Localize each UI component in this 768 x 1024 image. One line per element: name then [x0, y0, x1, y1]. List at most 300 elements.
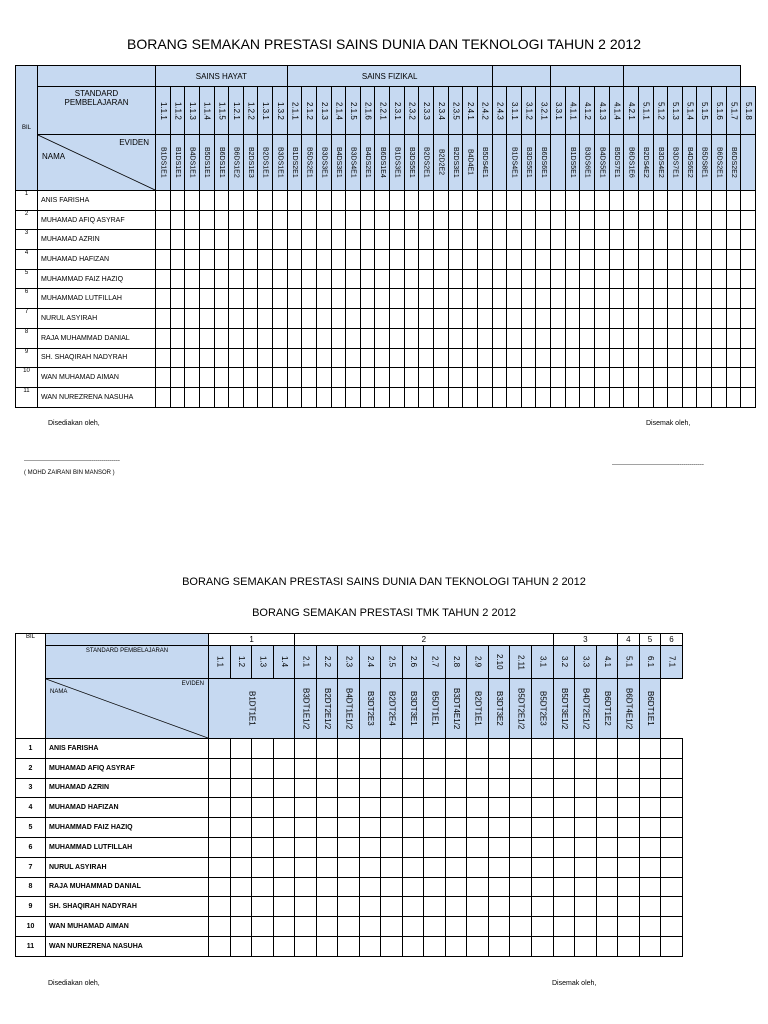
checkbox-cell[interactable] — [170, 387, 185, 407]
checkbox-cell[interactable] — [424, 897, 446, 917]
checkbox-cell[interactable] — [618, 917, 640, 937]
checkbox-cell[interactable] — [199, 348, 214, 368]
checkbox-cell[interactable] — [712, 328, 727, 348]
checkbox-cell[interactable] — [712, 348, 727, 368]
checkbox-cell[interactable] — [596, 857, 618, 877]
checkbox-cell[interactable] — [741, 191, 756, 211]
checkbox-cell[interactable] — [536, 210, 551, 230]
checkbox-cell[interactable] — [252, 837, 274, 857]
checkbox-cell[interactable] — [346, 269, 361, 289]
checkbox-cell[interactable] — [661, 837, 683, 857]
checkbox-cell[interactable] — [639, 798, 661, 818]
checkbox-cell[interactable] — [575, 837, 597, 857]
checkbox-cell[interactable] — [492, 348, 507, 368]
checkbox-cell[interactable] — [624, 210, 639, 230]
checkbox-cell[interactable] — [209, 917, 231, 937]
checkbox-cell[interactable] — [653, 387, 668, 407]
checkbox-cell[interactable] — [214, 250, 229, 270]
checkbox-cell[interactable] — [375, 309, 390, 329]
checkbox-cell[interactable] — [653, 328, 668, 348]
checkbox-cell[interactable] — [331, 328, 346, 348]
checkbox-cell[interactable] — [331, 250, 346, 270]
checkbox-cell[interactable] — [609, 269, 624, 289]
checkbox-cell[interactable] — [156, 348, 171, 368]
checkbox-cell[interactable] — [653, 289, 668, 309]
checkbox-cell[interactable] — [404, 269, 419, 289]
checkbox-cell[interactable] — [467, 818, 489, 838]
checkbox-cell[interactable] — [510, 837, 532, 857]
checkbox-cell[interactable] — [638, 230, 653, 250]
checkbox-cell[interactable] — [697, 348, 712, 368]
checkbox-cell[interactable] — [551, 191, 566, 211]
checkbox-cell[interactable] — [390, 328, 405, 348]
checkbox-cell[interactable] — [726, 348, 741, 368]
checkbox-cell[interactable] — [580, 289, 595, 309]
checkbox-cell[interactable] — [273, 739, 295, 759]
checkbox-cell[interactable] — [402, 837, 424, 857]
checkbox-cell[interactable] — [565, 191, 580, 211]
checkbox-cell[interactable] — [359, 739, 381, 759]
checkbox-cell[interactable] — [668, 210, 683, 230]
checkbox-cell[interactable] — [209, 798, 231, 818]
checkbox-cell[interactable] — [445, 798, 467, 818]
checkbox-cell[interactable] — [185, 328, 200, 348]
checkbox-cell[interactable] — [375, 210, 390, 230]
checkbox-cell[interactable] — [463, 387, 478, 407]
checkbox-cell[interactable] — [346, 210, 361, 230]
checkbox-cell[interactable] — [565, 387, 580, 407]
checkbox-cell[interactable] — [258, 368, 273, 388]
checkbox-cell[interactable] — [609, 309, 624, 329]
checkbox-cell[interactable] — [575, 798, 597, 818]
checkbox-cell[interactable] — [477, 250, 492, 270]
checkbox-cell[interactable] — [536, 289, 551, 309]
checkbox-cell[interactable] — [402, 778, 424, 798]
checkbox-cell[interactable] — [287, 309, 302, 329]
checkbox-cell[interactable] — [510, 917, 532, 937]
checkbox-cell[interactable] — [521, 269, 536, 289]
checkbox-cell[interactable] — [661, 739, 683, 759]
checkbox-cell[interactable] — [302, 289, 317, 309]
checkbox-cell[interactable] — [295, 818, 317, 838]
checkbox-cell[interactable] — [445, 778, 467, 798]
checkbox-cell[interactable] — [580, 368, 595, 388]
checkbox-cell[interactable] — [580, 328, 595, 348]
checkbox-cell[interactable] — [575, 778, 597, 798]
checkbox-cell[interactable] — [536, 328, 551, 348]
checkbox-cell[interactable] — [551, 210, 566, 230]
checkbox-cell[interactable] — [258, 230, 273, 250]
checkbox-cell[interactable] — [252, 798, 274, 818]
checkbox-cell[interactable] — [624, 230, 639, 250]
checkbox-cell[interactable] — [668, 309, 683, 329]
checkbox-cell[interactable] — [273, 837, 295, 857]
checkbox-cell[interactable] — [229, 269, 244, 289]
checkbox-cell[interactable] — [507, 368, 522, 388]
checkbox-cell[interactable] — [467, 897, 489, 917]
checkbox-cell[interactable] — [712, 269, 727, 289]
checkbox-cell[interactable] — [346, 289, 361, 309]
checkbox-cell[interactable] — [565, 309, 580, 329]
checkbox-cell[interactable] — [433, 309, 448, 329]
checkbox-cell[interactable] — [445, 837, 467, 857]
checkbox-cell[interactable] — [445, 857, 467, 877]
checkbox-cell[interactable] — [668, 368, 683, 388]
checkbox-cell[interactable] — [252, 778, 274, 798]
checkbox-cell[interactable] — [618, 936, 640, 956]
checkbox-cell[interactable] — [580, 348, 595, 368]
checkbox-cell[interactable] — [252, 739, 274, 759]
checkbox-cell[interactable] — [230, 739, 252, 759]
checkbox-cell[interactable] — [209, 837, 231, 857]
checkbox-cell[interactable] — [565, 230, 580, 250]
checkbox-cell[interactable] — [419, 348, 434, 368]
checkbox-cell[interactable] — [316, 897, 338, 917]
checkbox-cell[interactable] — [381, 778, 403, 798]
checkbox-cell[interactable] — [553, 897, 575, 917]
checkbox-cell[interactable] — [448, 368, 463, 388]
checkbox-cell[interactable] — [661, 798, 683, 818]
checkbox-cell[interactable] — [209, 818, 231, 838]
checkbox-cell[interactable] — [697, 210, 712, 230]
checkbox-cell[interactable] — [594, 269, 609, 289]
checkbox-cell[interactable] — [185, 348, 200, 368]
checkbox-cell[interactable] — [199, 387, 214, 407]
checkbox-cell[interactable] — [156, 309, 171, 329]
checkbox-cell[interactable] — [596, 936, 618, 956]
checkbox-cell[interactable] — [668, 230, 683, 250]
checkbox-cell[interactable] — [273, 936, 295, 956]
checkbox-cell[interactable] — [338, 778, 360, 798]
checkbox-cell[interactable] — [638, 309, 653, 329]
checkbox-cell[interactable] — [390, 269, 405, 289]
checkbox-cell[interactable] — [331, 289, 346, 309]
checkbox-cell[interactable] — [448, 269, 463, 289]
checkbox-cell[interactable] — [575, 818, 597, 838]
checkbox-cell[interactable] — [624, 387, 639, 407]
checkbox-cell[interactable] — [682, 269, 697, 289]
checkbox-cell[interactable] — [287, 289, 302, 309]
checkbox-cell[interactable] — [273, 758, 295, 778]
checkbox-cell[interactable] — [521, 328, 536, 348]
checkbox-cell[interactable] — [596, 739, 618, 759]
checkbox-cell[interactable] — [618, 877, 640, 897]
checkbox-cell[interactable] — [199, 328, 214, 348]
checkbox-cell[interactable] — [653, 250, 668, 270]
checkbox-cell[interactable] — [712, 368, 727, 388]
checkbox-cell[interactable] — [381, 837, 403, 857]
checkbox-cell[interactable] — [507, 309, 522, 329]
checkbox-cell[interactable] — [316, 250, 331, 270]
checkbox-cell[interactable] — [639, 936, 661, 956]
checkbox-cell[interactable] — [536, 387, 551, 407]
checkbox-cell[interactable] — [661, 877, 683, 897]
checkbox-cell[interactable] — [258, 328, 273, 348]
checkbox-cell[interactable] — [316, 857, 338, 877]
checkbox-cell[interactable] — [507, 387, 522, 407]
checkbox-cell[interactable] — [510, 877, 532, 897]
checkbox-cell[interactable] — [433, 387, 448, 407]
checkbox-cell[interactable] — [531, 818, 553, 838]
checkbox-cell[interactable] — [594, 289, 609, 309]
checkbox-cell[interactable] — [338, 818, 360, 838]
checkbox-cell[interactable] — [402, 758, 424, 778]
checkbox-cell[interactable] — [531, 798, 553, 818]
checkbox-cell[interactable] — [404, 368, 419, 388]
checkbox-cell[interactable] — [273, 269, 288, 289]
checkbox-cell[interactable] — [596, 778, 618, 798]
checkbox-cell[interactable] — [477, 387, 492, 407]
checkbox-cell[interactable] — [551, 328, 566, 348]
checkbox-cell[interactable] — [609, 387, 624, 407]
checkbox-cell[interactable] — [507, 230, 522, 250]
checkbox-cell[interactable] — [653, 191, 668, 211]
checkbox-cell[interactable] — [199, 269, 214, 289]
checkbox-cell[interactable] — [359, 917, 381, 937]
checkbox-cell[interactable] — [741, 309, 756, 329]
checkbox-cell[interactable] — [404, 289, 419, 309]
checkbox-cell[interactable] — [433, 289, 448, 309]
checkbox-cell[interactable] — [463, 348, 478, 368]
checkbox-cell[interactable] — [510, 936, 532, 956]
checkbox-cell[interactable] — [531, 758, 553, 778]
checkbox-cell[interactable] — [638, 387, 653, 407]
checkbox-cell[interactable] — [402, 936, 424, 956]
checkbox-cell[interactable] — [639, 917, 661, 937]
checkbox-cell[interactable] — [287, 250, 302, 270]
checkbox-cell[interactable] — [360, 348, 375, 368]
checkbox-cell[interactable] — [331, 269, 346, 289]
checkbox-cell[interactable] — [390, 368, 405, 388]
checkbox-cell[interactable] — [316, 936, 338, 956]
checkbox-cell[interactable] — [230, 758, 252, 778]
checkbox-cell[interactable] — [661, 897, 683, 917]
checkbox-cell[interactable] — [273, 230, 288, 250]
checkbox-cell[interactable] — [287, 348, 302, 368]
checkbox-cell[interactable] — [170, 269, 185, 289]
checkbox-cell[interactable] — [419, 328, 434, 348]
checkbox-cell[interactable] — [273, 191, 288, 211]
checkbox-cell[interactable] — [477, 191, 492, 211]
checkbox-cell[interactable] — [359, 897, 381, 917]
checkbox-cell[interactable] — [346, 230, 361, 250]
checkbox-cell[interactable] — [463, 368, 478, 388]
checkbox-cell[interactable] — [467, 936, 489, 956]
checkbox-cell[interactable] — [618, 857, 640, 877]
checkbox-cell[interactable] — [741, 250, 756, 270]
checkbox-cell[interactable] — [375, 387, 390, 407]
checkbox-cell[interactable] — [243, 289, 258, 309]
checkbox-cell[interactable] — [448, 250, 463, 270]
checkbox-cell[interactable] — [424, 798, 446, 818]
checkbox-cell[interactable] — [467, 837, 489, 857]
checkbox-cell[interactable] — [668, 250, 683, 270]
checkbox-cell[interactable] — [287, 269, 302, 289]
checkbox-cell[interactable] — [273, 778, 295, 798]
checkbox-cell[interactable] — [419, 191, 434, 211]
checkbox-cell[interactable] — [551, 230, 566, 250]
checkbox-cell[interactable] — [536, 309, 551, 329]
checkbox-cell[interactable] — [521, 309, 536, 329]
checkbox-cell[interactable] — [638, 328, 653, 348]
checkbox-cell[interactable] — [390, 387, 405, 407]
checkbox-cell[interactable] — [624, 368, 639, 388]
checkbox-cell[interactable] — [448, 348, 463, 368]
checkbox-cell[interactable] — [726, 250, 741, 270]
checkbox-cell[interactable] — [243, 328, 258, 348]
checkbox-cell[interactable] — [618, 897, 640, 917]
checkbox-cell[interactable] — [531, 897, 553, 917]
checkbox-cell[interactable] — [287, 230, 302, 250]
checkbox-cell[interactable] — [402, 857, 424, 877]
checkbox-cell[interactable] — [553, 818, 575, 838]
checkbox-cell[interactable] — [661, 758, 683, 778]
checkbox-cell[interactable] — [170, 328, 185, 348]
checkbox-cell[interactable] — [316, 289, 331, 309]
checkbox-cell[interactable] — [402, 877, 424, 897]
checkbox-cell[interactable] — [594, 348, 609, 368]
checkbox-cell[interactable] — [697, 191, 712, 211]
checkbox-cell[interactable] — [156, 230, 171, 250]
checkbox-cell[interactable] — [488, 936, 510, 956]
checkbox-cell[interactable] — [661, 818, 683, 838]
checkbox-cell[interactable] — [209, 897, 231, 917]
checkbox-cell[interactable] — [230, 857, 252, 877]
checkbox-cell[interactable] — [668, 289, 683, 309]
checkbox-cell[interactable] — [575, 897, 597, 917]
checkbox-cell[interactable] — [668, 328, 683, 348]
checkbox-cell[interactable] — [531, 739, 553, 759]
checkbox-cell[interactable] — [360, 230, 375, 250]
checkbox-cell[interactable] — [661, 778, 683, 798]
checkbox-cell[interactable] — [419, 269, 434, 289]
checkbox-cell[interactable] — [185, 210, 200, 230]
checkbox-cell[interactable] — [419, 250, 434, 270]
checkbox-cell[interactable] — [510, 857, 532, 877]
checkbox-cell[interactable] — [618, 778, 640, 798]
checkbox-cell[interactable] — [580, 250, 595, 270]
checkbox-cell[interactable] — [433, 269, 448, 289]
checkbox-cell[interactable] — [229, 289, 244, 309]
checkbox-cell[interactable] — [214, 230, 229, 250]
checkbox-cell[interactable] — [682, 191, 697, 211]
checkbox-cell[interactable] — [273, 857, 295, 877]
checkbox-cell[interactable] — [445, 936, 467, 956]
checkbox-cell[interactable] — [214, 210, 229, 230]
checkbox-cell[interactable] — [565, 210, 580, 230]
checkbox-cell[interactable] — [214, 191, 229, 211]
checkbox-cell[interactable] — [316, 191, 331, 211]
checkbox-cell[interactable] — [381, 798, 403, 818]
checkbox-cell[interactable] — [531, 936, 553, 956]
checkbox-cell[interactable] — [618, 798, 640, 818]
checkbox-cell[interactable] — [507, 210, 522, 230]
checkbox-cell[interactable] — [477, 269, 492, 289]
checkbox-cell[interactable] — [273, 289, 288, 309]
checkbox-cell[interactable] — [316, 269, 331, 289]
checkbox-cell[interactable] — [445, 877, 467, 897]
checkbox-cell[interactable] — [594, 368, 609, 388]
checkbox-cell[interactable] — [359, 818, 381, 838]
checkbox-cell[interactable] — [433, 230, 448, 250]
checkbox-cell[interactable] — [521, 250, 536, 270]
checkbox-cell[interactable] — [712, 230, 727, 250]
checkbox-cell[interactable] — [243, 387, 258, 407]
checkbox-cell[interactable] — [463, 230, 478, 250]
checkbox-cell[interactable] — [390, 309, 405, 329]
checkbox-cell[interactable] — [316, 917, 338, 937]
checkbox-cell[interactable] — [507, 191, 522, 211]
checkbox-cell[interactable] — [594, 328, 609, 348]
checkbox-cell[interactable] — [488, 897, 510, 917]
checkbox-cell[interactable] — [402, 818, 424, 838]
checkbox-cell[interactable] — [243, 191, 258, 211]
checkbox-cell[interactable] — [488, 798, 510, 818]
checkbox-cell[interactable] — [338, 877, 360, 897]
checkbox-cell[interactable] — [230, 936, 252, 956]
checkbox-cell[interactable] — [359, 778, 381, 798]
checkbox-cell[interactable] — [273, 877, 295, 897]
checkbox-cell[interactable] — [295, 837, 317, 857]
checkbox-cell[interactable] — [596, 758, 618, 778]
checkbox-cell[interactable] — [381, 897, 403, 917]
checkbox-cell[interactable] — [273, 348, 288, 368]
checkbox-cell[interactable] — [536, 269, 551, 289]
checkbox-cell[interactable] — [156, 269, 171, 289]
checkbox-cell[interactable] — [697, 269, 712, 289]
checkbox-cell[interactable] — [492, 230, 507, 250]
checkbox-cell[interactable] — [360, 368, 375, 388]
checkbox-cell[interactable] — [697, 230, 712, 250]
checkbox-cell[interactable] — [170, 230, 185, 250]
checkbox-cell[interactable] — [258, 348, 273, 368]
checkbox-cell[interactable] — [594, 191, 609, 211]
checkbox-cell[interactable] — [156, 368, 171, 388]
checkbox-cell[interactable] — [295, 798, 317, 818]
checkbox-cell[interactable] — [209, 778, 231, 798]
checkbox-cell[interactable] — [463, 328, 478, 348]
checkbox-cell[interactable] — [682, 230, 697, 250]
checkbox-cell[interactable] — [477, 348, 492, 368]
checkbox-cell[interactable] — [433, 250, 448, 270]
checkbox-cell[interactable] — [536, 191, 551, 211]
checkbox-cell[interactable] — [359, 857, 381, 877]
checkbox-cell[interactable] — [404, 348, 419, 368]
checkbox-cell[interactable] — [243, 250, 258, 270]
checkbox-cell[interactable] — [381, 758, 403, 778]
checkbox-cell[interactable] — [697, 328, 712, 348]
checkbox-cell[interactable] — [488, 739, 510, 759]
checkbox-cell[interactable] — [360, 191, 375, 211]
checkbox-cell[interactable] — [185, 250, 200, 270]
checkbox-cell[interactable] — [551, 250, 566, 270]
checkbox-cell[interactable] — [273, 328, 288, 348]
checkbox-cell[interactable] — [316, 348, 331, 368]
checkbox-cell[interactable] — [295, 778, 317, 798]
checkbox-cell[interactable] — [214, 289, 229, 309]
checkbox-cell[interactable] — [302, 368, 317, 388]
checkbox-cell[interactable] — [596, 818, 618, 838]
checkbox-cell[interactable] — [531, 917, 553, 937]
checkbox-cell[interactable] — [463, 289, 478, 309]
checkbox-cell[interactable] — [741, 387, 756, 407]
checkbox-cell[interactable] — [463, 191, 478, 211]
checkbox-cell[interactable] — [209, 739, 231, 759]
checkbox-cell[interactable] — [316, 778, 338, 798]
checkbox-cell[interactable] — [229, 230, 244, 250]
checkbox-cell[interactable] — [316, 210, 331, 230]
checkbox-cell[interactable] — [668, 269, 683, 289]
